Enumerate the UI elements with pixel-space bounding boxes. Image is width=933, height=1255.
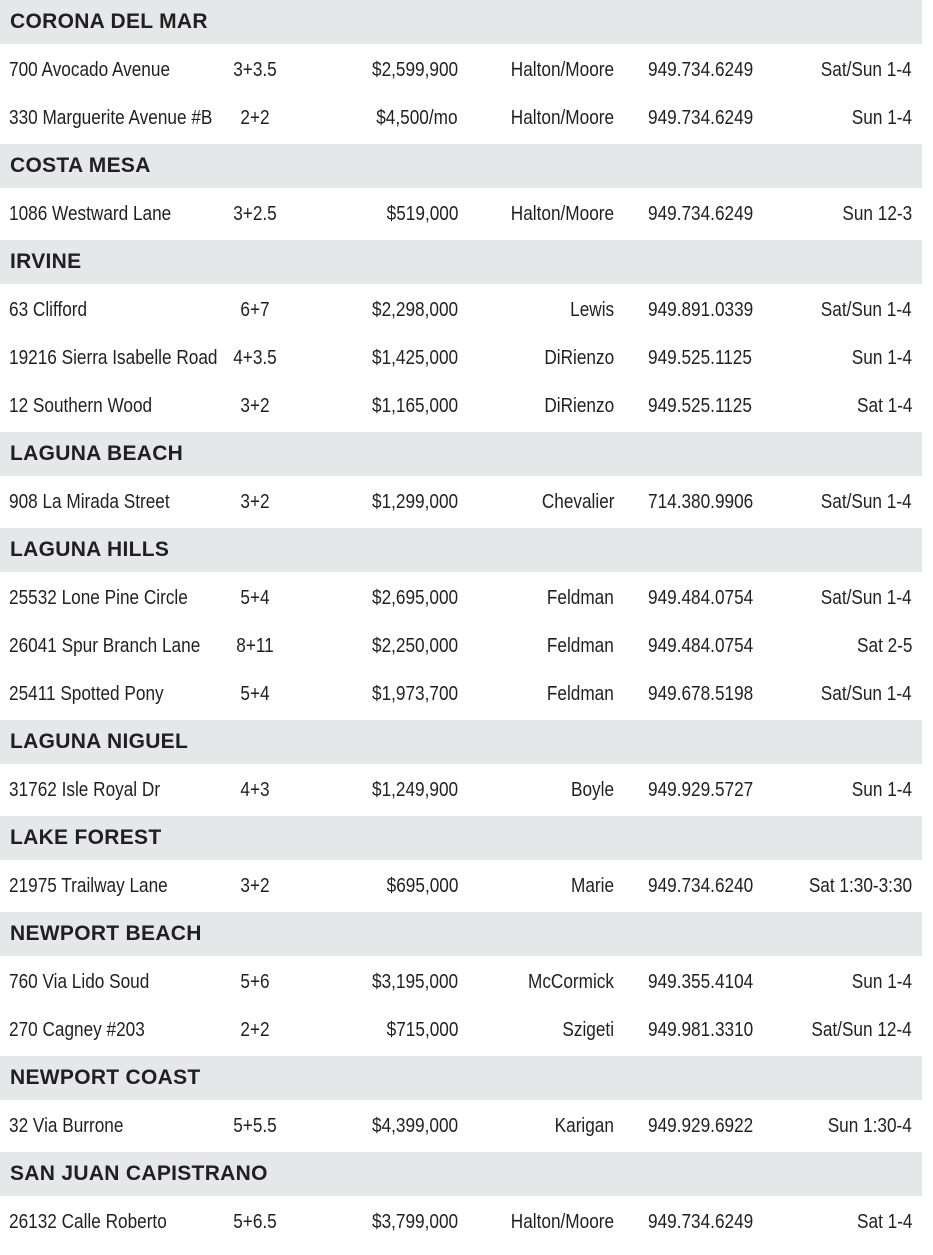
listing-address: 31762 Isle Royal Dr <box>9 779 161 801</box>
listing-row <box>0 1008 922 1052</box>
listing-beds-baths: 6+7 <box>240 299 270 321</box>
listing-beds-baths: 4+3.5 <box>233 347 277 369</box>
listing-open-house-time: Sat 1-4 <box>856 395 912 417</box>
listing-agent: Feldman <box>547 587 614 609</box>
listing-price: $1,425,000 <box>371 347 458 369</box>
listing-phone: 949.678.5198 <box>648 683 754 705</box>
listing-price: $3,195,000 <box>371 971 458 993</box>
listing-open-house-time: Sat/Sun 1-4 <box>821 299 912 321</box>
listing-row <box>0 1200 922 1244</box>
listing-open-house-time: Sun 1-4 <box>851 971 912 993</box>
listing-row <box>0 864 922 908</box>
listing-open-house-time: Sat/Sun 1-4 <box>821 587 912 609</box>
listing-price: $1,973,700 <box>371 683 458 705</box>
listing-address: 26132 Calle Roberto <box>9 1211 167 1233</box>
listing-price: $695,000 <box>386 875 458 897</box>
listing-address: 32 Via Burrone <box>9 1115 124 1137</box>
listing-price: $1,299,000 <box>371 491 458 513</box>
listing-open-house-time: Sat 1-4 <box>856 1211 912 1233</box>
city-section-header: LAKE FOREST <box>0 816 922 860</box>
listing-address: 26041 Spur Branch Lane <box>9 635 201 657</box>
listing-address: 700 Avocado Avenue <box>9 59 171 81</box>
city-section-header: NEWPORT COAST <box>0 1056 922 1100</box>
listing-price: $2,599,900 <box>371 59 458 81</box>
listing-address: 270 Cagney #203 <box>9 1019 145 1041</box>
listing-beds-baths: 3+2 <box>240 395 270 417</box>
listing-agent: Halton/Moore <box>510 107 614 129</box>
listing-phone: 949.525.1125 <box>648 347 752 369</box>
listing-beds-baths: 5+6 <box>240 971 270 993</box>
listing-agent: Halton/Moore <box>510 1211 614 1233</box>
listing-open-house-time: Sat/Sun 1-4 <box>821 491 912 513</box>
listing-price: $2,695,000 <box>371 587 458 609</box>
listing-row <box>0 96 922 140</box>
listing-agent: Boyle <box>570 779 614 801</box>
listing-address: 25411 Spotted Pony <box>9 683 164 705</box>
listing-price: $519,000 <box>386 203 458 225</box>
listing-open-house-time: Sun 1:30-4 <box>827 1115 912 1137</box>
listing-agent: Karigan <box>554 1115 614 1137</box>
listing-beds-baths: 5+5.5 <box>233 1115 277 1137</box>
listing-address: 63 Clifford <box>9 299 88 321</box>
listing-open-house-time: Sat 2-5 <box>856 635 912 657</box>
listing-open-house-time: Sun 1-4 <box>851 347 912 369</box>
listing-beds-baths: 8+11 <box>236 635 274 657</box>
listing-agent: McCormick <box>528 971 614 993</box>
listing-beds-baths: 5+4 <box>240 587 270 609</box>
listing-phone: 949.734.6249 <box>648 107 754 129</box>
listing-beds-baths: 2+2 <box>240 1019 270 1041</box>
listing-row <box>0 384 922 428</box>
listing-price: $1,165,000 <box>371 395 458 417</box>
listing-row <box>0 1104 922 1148</box>
listing-row <box>0 288 922 332</box>
listing-open-house-time: Sat/Sun 1-4 <box>821 59 912 81</box>
listing-price: $715,000 <box>386 1019 458 1041</box>
listing-agent: Feldman <box>547 683 614 705</box>
listing-price: $4,500/mo <box>376 107 458 129</box>
listing-open-house-time: Sun 1-4 <box>851 779 912 801</box>
listing-agent: Szigeti <box>562 1019 614 1041</box>
listing-phone: 714.380.9906 <box>648 491 754 513</box>
listing-phone: 949.484.0754 <box>648 635 754 657</box>
listing-open-house-time: Sat/Sun 12-4 <box>811 1019 912 1041</box>
listing-beds-baths: 3+2.5 <box>233 203 277 225</box>
listing-phone: 949.734.6249 <box>648 59 754 81</box>
city-section-header: SAN JUAN CAPISTRANO <box>0 1152 922 1196</box>
listing-agent: Halton/Moore <box>510 203 614 225</box>
listing-row <box>0 624 922 668</box>
city-section-header: IRVINE <box>0 240 922 284</box>
listing-row <box>0 768 922 812</box>
city-section-header: NEWPORT BEACH <box>0 912 922 956</box>
listing-address: 21975 Trailway Lane <box>9 875 168 897</box>
listing-phone: 949.734.6240 <box>648 875 754 897</box>
listing-row <box>0 672 922 716</box>
city-section-header: CORONA DEL MAR <box>0 0 922 44</box>
listing-address: 760 Via Lido Soud <box>9 971 150 993</box>
listing-agent: Chevalier <box>541 491 614 513</box>
listing-agent: DiRienzo <box>544 395 614 417</box>
listing-beds-baths: 3+3.5 <box>233 59 277 81</box>
city-section-header: LAGUNA NIGUEL <box>0 720 922 764</box>
listing-address: 25532 Lone Pine Circle <box>9 587 188 609</box>
listing-row <box>0 336 922 380</box>
listing-open-house-time: Sun 1-4 <box>851 107 912 129</box>
listing-price: $3,799,000 <box>371 1211 458 1233</box>
listing-open-house-time: Sun 12-3 <box>842 203 912 225</box>
city-section-header: LAGUNA BEACH <box>0 432 922 476</box>
listing-row <box>0 480 922 524</box>
listing-address: 1086 Westward Lane <box>9 203 172 225</box>
listing-beds-baths: 2+2 <box>240 107 270 129</box>
city-section-header: COSTA MESA <box>0 144 922 188</box>
listing-price: $2,250,000 <box>371 635 458 657</box>
listing-price: $2,298,000 <box>371 299 458 321</box>
listing-beds-baths: 3+2 <box>240 875 270 897</box>
listing-phone: 949.355.4104 <box>648 971 754 993</box>
listing-agent: DiRienzo <box>544 347 614 369</box>
listing-row <box>0 48 922 92</box>
listing-address: 19216 Sierra Isabelle Road <box>9 347 218 369</box>
city-section-header: LAGUNA HILLS <box>0 528 922 572</box>
listing-phone: 949.981.3310 <box>648 1019 754 1041</box>
listing-row <box>0 960 922 1004</box>
listing-price: $4,399,000 <box>371 1115 458 1137</box>
listing-address: 330 Marguerite Avenue #B <box>9 107 213 129</box>
listing-address: 908 La Mirada Street <box>9 491 170 513</box>
listing-agent: Feldman <box>547 635 614 657</box>
listing-phone: 949.929.5727 <box>648 779 754 801</box>
listing-price: $1,249,900 <box>371 779 458 801</box>
listing-phone: 949.734.6249 <box>648 1211 754 1233</box>
listing-phone: 949.525.1125 <box>648 395 752 417</box>
listing-address: 12 Southern Wood <box>9 395 153 417</box>
listing-beds-baths: 5+4 <box>240 683 270 705</box>
listing-phone: 949.929.6922 <box>648 1115 754 1137</box>
listing-beds-baths: 3+2 <box>240 491 270 513</box>
listing-row <box>0 192 922 236</box>
listing-agent: Halton/Moore <box>510 59 614 81</box>
listing-row <box>0 576 922 620</box>
listing-beds-baths: 4+3 <box>240 779 270 801</box>
listing-phone: 949.484.0754 <box>648 587 754 609</box>
listing-beds-baths: 5+6.5 <box>233 1211 277 1233</box>
listing-agent: Lewis <box>570 299 614 321</box>
listing-open-house-time: Sat 1:30-3:30 <box>808 875 912 897</box>
listing-phone: 949.891.0339 <box>648 299 754 321</box>
listing-phone: 949.734.6249 <box>648 203 754 225</box>
listing-open-house-time: Sat/Sun 1-4 <box>821 683 912 705</box>
listing-agent: Marie <box>570 875 614 897</box>
